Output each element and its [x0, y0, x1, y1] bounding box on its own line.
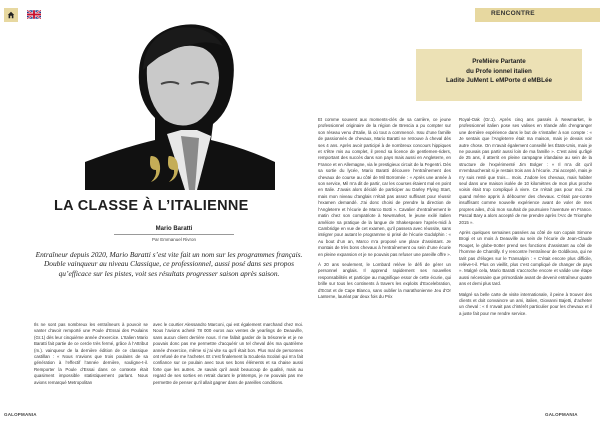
- footer-brand-left: GALOPMANIA: [4, 412, 37, 417]
- paragraph: Ils ne sont pas nombreux les entraîneurs à pouvoir se vanter d’avoir remporté une Poule d’Essai des Poulains (Gr.1) dès leur cinquième année d’exercice. L’Italien Mario Baratti fait partie de ce cercle très fermé, grâce à l’Attribut (m.). vainqueur de la dernière édition de ce classique castillan : « Nous n’avions que trois poulains de sa génération à l’effectif l’année dernière, souligne-t-il. Remporter la Poule d’Essai dans ce contexte était quasiment impossible statistiquement parlant. Nous avions remarqué Metropolitan: [34, 322, 148, 385]
- paragraph: Royal-Oak (Gr.1). Après cinq ans passés à Newmarket, le professionnel italien pose ses valises en Irlande afin d’engranger une dernière expérience dans le but de s’installer à son compte : « Je sentais que l’Angleterre était ma maison, mais je devais voir autre chose. On m’avait également conseillé les États-Unis, mais je ne pouvais pas partir aussi loin de ma famille ». C’est ainsi qu’âgé de 25 ans, il atterrit en pleine campagne irlandaise au sein de la structure de l’expérimenté Jim Bolger : « Il m’a dit qu’il m’embaucherait si je restais trois ans à l’écurie. J’ai accepté, mais je n’y suis resté que trois… mois. J’adore les chevaux, mais habiter seul dans une maison isolée de 10 kilomètres de mon plus proche voisin était trop compliqué à vivre. Ce n’était pas pour moi. J’ai quand même appris à débourrer des chevaux. C’était par-contre insuffisant comme nouvelle expérience avant de voler de mes propres ailes, d’où mon souhait de poursuivre l’aventure en France. Pascal Bary a alors accepté de me prendre après l’Arc de Triomphe 2015 ».: [459, 117, 592, 225]
- article-lede: Entraîneur depuis 2020, Mario Baratti s’est vite fait un nom sur les programmes français. Double vainqueur au niveau Classique, ce professionnel, aussi posé dans ses propos qu’efficace sur les pistes, voit ses résultats progresser saison après saison.: [35, 250, 303, 278]
- paragraph: À 20 ans seulement, le Lombard relève le défi de gérer un personnel anglais. Il apprend rapidement ses nouvelles responsabilités et participe au magnifique essor de cette écurie, qui brille sur tous les continents à travers les exploits d’Excelebration, d’Ectot et de Cape Blanco, sans oublier la marathonienne Jeu d’Or Lanterne, lauréat par deux fois du Prix: [318, 261, 451, 299]
- pull-quote-line: PreMière Partante: [472, 58, 526, 65]
- pull-quote-line: Ladite JuMent L eMPorte d eMBLée: [446, 77, 552, 84]
- quote-mark-icon: [147, 154, 187, 184]
- pull-quote: [416, 49, 582, 101]
- body-column-2: [153, 322, 303, 386]
- body-column-1: [34, 322, 148, 386]
- subject-name: Mario Baratti: [155, 226, 193, 232]
- body-column-3: [318, 117, 451, 300]
- pull-quote-line: du Profe ionnel italien: [466, 67, 532, 75]
- portrait-photo: [85, 12, 275, 190]
- paragraph: avec le courtier Alessandro Marconi, qui est également marchand chez moi. Nous l’avions acheté 78 000 euros aux ventes de yearlings de Deauville, sans aucun client derrière nous. Il me fallait garder de la trésorerie et je ne pouvais donc pas me permettre d’acquérir un tel cheval dès ma quatrième année d’exercice, même si j’ai vite su qu’il était bon. Plus mal de personnes ont refusé de me l’acheter. Et c’est finalement la Scuderia Scolari qui m’a fait confiance sur ce poulain avec tous ses bons éléments et sa chaise aussi forte que les autres. Je savais qu’il avait beaucoup de qualité, mais au regard de ses sorties en retrait durant le printemps, je ne pouvais pas me permettre de penser qu’il allait gagner dans de pareilles conditions.: [153, 322, 303, 385]
- uk-flag-icon[interactable]: [27, 10, 41, 19]
- footer-brand-right: GALOPMANIA: [545, 412, 578, 417]
- home-button[interactable]: [4, 8, 18, 22]
- paragraph: Et comme souvent aux moments-clés de sa carrière, ce jeune professionnel originaire de la région de Brescia a pu compter sur son réseau venu d’Italie, là où tout a commencé. Issu d’une famille de passionnés de chevaux, Mario Baratti se retrouve à cheval dès ses 4 ans. Après avoir participé à de nombreux concours hippiques et s’être mis au complet, il prend sa licence de gentlemen-riders, remportant des succès dans son pays mais aussi en Angleterre, en France et en Allemagne, via le prestigieux circuit de la Fegentri. Dès sa sortie du lycée, Mario Baratti découvre l’entraînement des chevaux de course au côté de Mil Borromée : « Après une année à son service, Mil m’a dit de partir, car les courses étaient mal en point en Italie. J’avais alors décidé de participer au Darley Flying Start, mais mon niveau d’anglais n’était pas assez suffisant pour réussir l’examen demandé. J’ai donc choisi de prendre la direction de l’Angleterre et l’écurie de Marco Botti ». Cavalier d’entraînement le matin chez son compatriote à Newmarket, le jeune exilé italien améliore sa pratique de la langue de Shakespeare l’après-midi à Cambridge en vue de cet examen, qu’il passera avec réussite, sans intégrer pour autant le programme si prisé de l’écurie Godolphin : « Au bout d’un an, Marco m’a proposé une place d’assistant. Je montais de très bons chevaux à l’entraînement ou sein d’une écurie en pleine expansion et je ne pouvais pas refuser une pareille offre ».: [318, 117, 451, 257]
- rubric-label: RENCONTRE: [491, 10, 535, 17]
- article-title: LA CLASSE À L’ITALIENNE: [54, 198, 249, 214]
- home-icon: [7, 11, 15, 19]
- byline-divider: [114, 234, 234, 235]
- paragraph: Malgré sa belle carte de visite internationale, il peine à trouver des clients et doit convaincre un ami, italien, Giovanni Bajetti, d’acheter un cheval : « Il n’avait pas d’intérêt particulier pour les chevaux et il a juste fait pour me rendre service.: [459, 291, 592, 316]
- author-byline: Par Emmanuel Rivron: [151, 237, 196, 242]
- paragraph: Après quelques semaines passées au côté de son copain Simone Brogi et un mois à Deauville au sein de l’écurie de Jean-Claude Rouget, le globe-trotter prend ses fonctions d’assistant au côté de l’homme de Chantilly. Il y rencontre l’entraîneur de Goldikova, qui ne tarit pas d’éloges sur le Transalpin : « C’était encore plus difficile, relève-t-il. Plus on vieillit, plus c’est compliqué de changer de pays ». Malgré cela, Mario Baratti s’accroche encore et valide une étape aussi nécessaire que primordiale avant de devenir entraîneur quatre ans et demi plus tard.: [459, 229, 592, 287]
- body-column-4: [459, 117, 592, 317]
- section-rubric: [475, 8, 600, 22]
